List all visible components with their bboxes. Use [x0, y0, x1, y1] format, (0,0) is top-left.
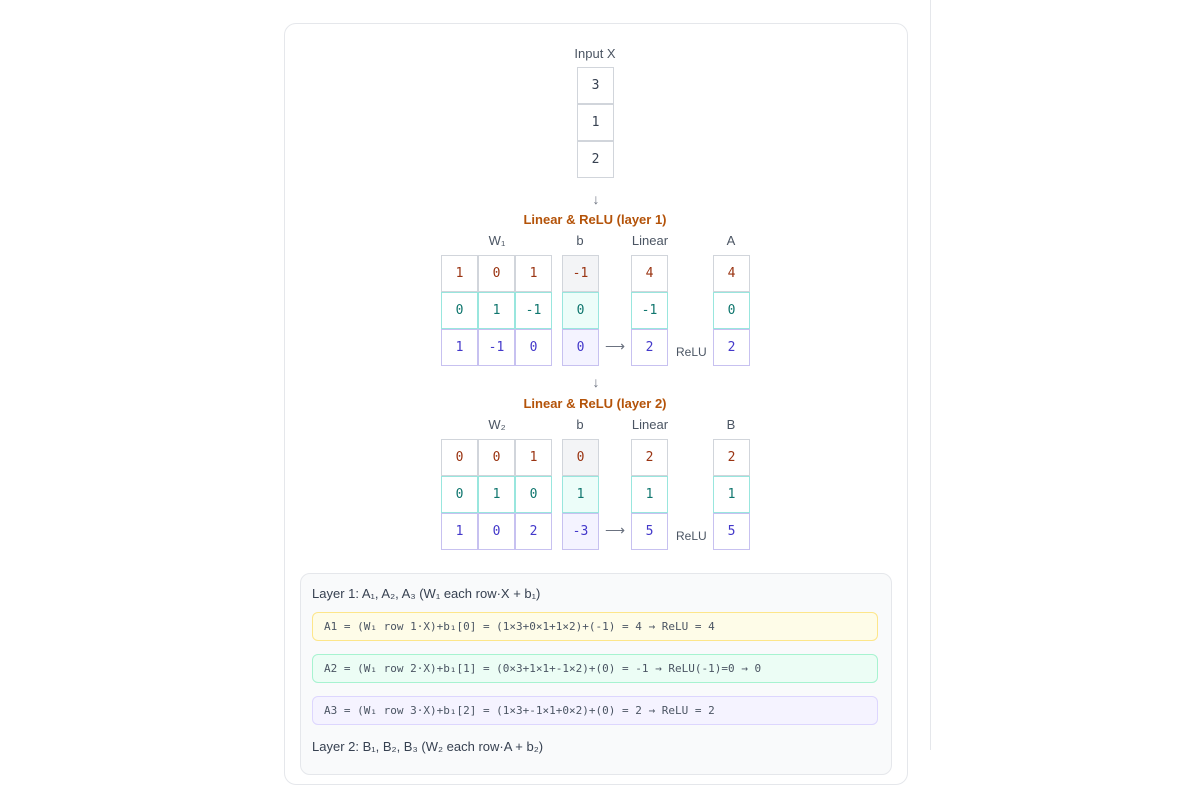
- b1-cell: -1: [562, 255, 599, 292]
- b-output-cell: 5: [713, 513, 750, 550]
- w2-cell: 2: [515, 513, 552, 550]
- b1-cell: 0: [562, 292, 599, 329]
- layer1-explanation-title: Layer 1: A₁, A₂, A₃ (W₁ each row·X + b₁): [312, 586, 541, 601]
- w2-cell: 1: [441, 513, 478, 550]
- a-cell: 4: [713, 255, 750, 292]
- linear2-cell: 5: [631, 513, 668, 550]
- arrow-down-icon: ↓: [592, 374, 600, 390]
- equation-a3: A3 = (W₁ row 3·X)+b₁[2] = (1×3+-1×1+0×2)+(0) = 2 → ReLU = 2: [312, 696, 878, 725]
- a-cell: 2: [713, 329, 750, 366]
- w2-cell: 0: [478, 513, 515, 550]
- w2-cell: 0: [441, 476, 478, 513]
- layer2-explanation-title: Layer 2: B₁, B₂, B₃ (W₂ each row·A + b₂): [312, 739, 544, 754]
- b-output-cell: 2: [713, 439, 750, 476]
- b1-cell: 0: [562, 329, 599, 366]
- linear2-label: Linear: [631, 417, 669, 432]
- input-cell: 1: [577, 104, 614, 141]
- input-cell: 3: [577, 67, 614, 104]
- w2-label: W₂: [488, 417, 506, 432]
- page-divider: [930, 0, 931, 750]
- w1-cell: 0: [478, 255, 515, 292]
- a-cell: 0: [713, 292, 750, 329]
- layer1-title: Linear & ReLU (layer 1): [523, 212, 667, 227]
- linear1-label: Linear: [631, 233, 669, 248]
- b-output-label: B: [726, 417, 736, 432]
- b2-cell: 0: [562, 439, 599, 476]
- linear1-cell: -1: [631, 292, 668, 329]
- w2-cell: 1: [478, 476, 515, 513]
- w2-cell: 0: [441, 439, 478, 476]
- linear1-cell: 4: [631, 255, 668, 292]
- input-label: Input X: [574, 46, 616, 61]
- b2-cell: -3: [562, 513, 599, 550]
- relu2-label: ReLU: [676, 529, 707, 543]
- arrow-right-icon: ⟶: [605, 522, 626, 538]
- linear2-cell: 2: [631, 439, 668, 476]
- a-label: A: [726, 233, 736, 248]
- w1-cell: -1: [478, 329, 515, 366]
- b2-label: b: [576, 417, 584, 432]
- b1-label: b: [576, 233, 584, 248]
- arrow-down-icon: ↓: [592, 191, 600, 207]
- linear2-cell: 1: [631, 476, 668, 513]
- w1-cell: 0: [441, 292, 478, 329]
- w1-cell: 1: [478, 292, 515, 329]
- input-cell: 2: [577, 141, 614, 178]
- explanation-panel: [300, 573, 892, 775]
- w2-cell: 0: [515, 476, 552, 513]
- w1-label: W₁: [488, 233, 506, 248]
- relu1-label: ReLU: [676, 345, 707, 359]
- w1-cell: -1: [515, 292, 552, 329]
- w1-cell: 1: [515, 255, 552, 292]
- w1-cell: 1: [441, 329, 478, 366]
- b-output-cell: 1: [713, 476, 750, 513]
- w2-cell: 0: [478, 439, 515, 476]
- linear1-cell: 2: [631, 329, 668, 366]
- w2-cell: 1: [515, 439, 552, 476]
- w1-cell: 0: [515, 329, 552, 366]
- arrow-right-icon: ⟶: [605, 338, 626, 354]
- layer2-title: Linear & ReLU (layer 2): [523, 396, 667, 411]
- w1-cell: 1: [441, 255, 478, 292]
- equation-a1: A1 = (W₁ row 1·X)+b₁[0] = (1×3+0×1+1×2)+(-1) = 4 → ReLU = 4: [312, 612, 878, 641]
- b2-cell: 1: [562, 476, 599, 513]
- equation-a2: A2 = (W₁ row 2·X)+b₁[1] = (0×3+1×1+-1×2)+(0) = -1 → ReLU(-1)=0 → 0: [312, 654, 878, 683]
